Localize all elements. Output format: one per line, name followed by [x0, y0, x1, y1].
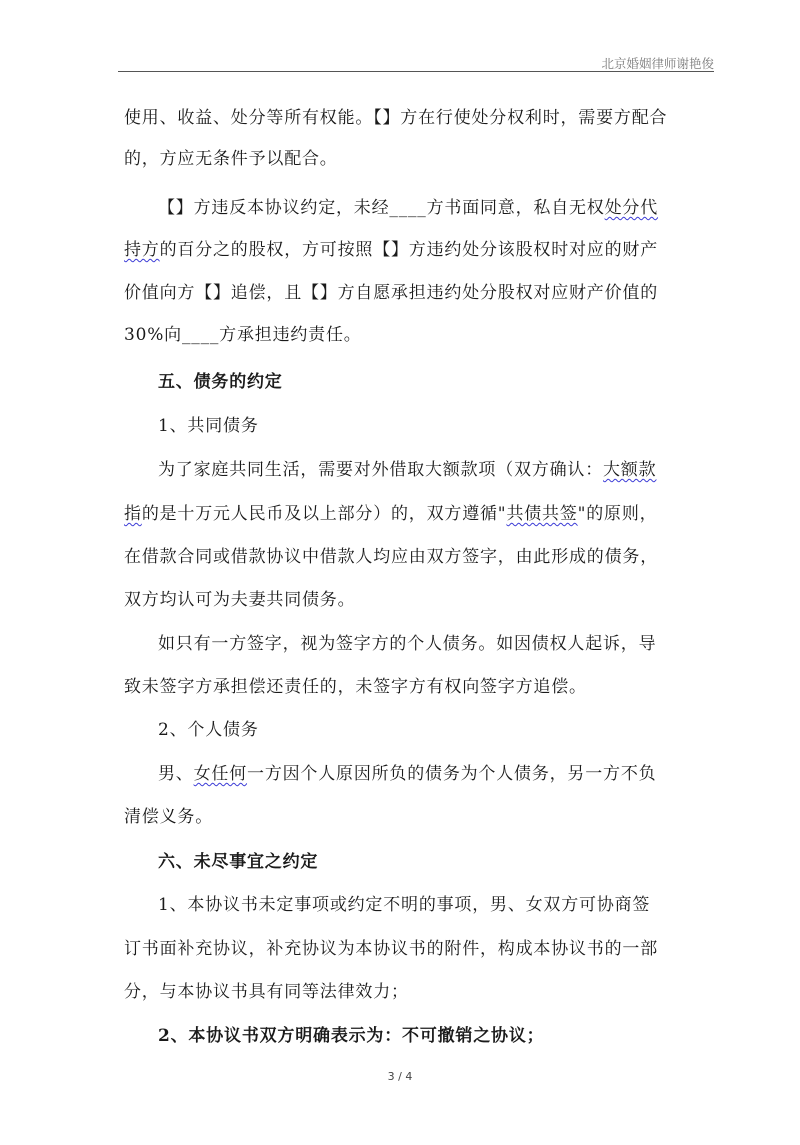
paragraph-line: 为了家庭共同生活，需要对外借取大额款项（双方确认：大额款: [158, 460, 657, 480]
header-divider: [118, 71, 714, 72]
paragraph-line: 使用、收益、处分等所有权能。【】方在行使处分权利时，需要方配合: [124, 108, 668, 128]
section-heading: 五、债务的约定: [158, 372, 283, 392]
spellcheck-underline: 处分代: [604, 198, 659, 218]
paragraph-line: 订书面补充协议，补充协议为本协议书的附件，构成本协议书的一部: [124, 939, 658, 959]
spellcheck-underline: 女任何: [193, 764, 248, 784]
paragraph-line: 1、本协议书未定事项或约定不明的事项，男、女双方可协商签: [158, 895, 651, 915]
paragraph-line: 致未签字方承担偿还责任的，未签字方有权向签字方追偿。: [124, 677, 587, 697]
paragraph-line: 2、本协议书双方明确表示为：不可撤销之协议；: [158, 1026, 545, 1046]
paragraph-line: 在借款合同或借款协议中借款人均应由双方签字，由此形成的债务，: [124, 547, 658, 567]
paragraph-line: 【】方违反本协议约定，未经____方书面同意，私自无权处分代: [158, 198, 659, 218]
spellcheck-underline: 指: [124, 504, 142, 524]
spellcheck-underline: 大额款: [603, 460, 657, 480]
page-number: 3 / 4: [387, 1070, 413, 1083]
paragraph-line: 30%向____方承担违约责任。: [124, 325, 362, 345]
paragraph-line: 的，方应无条件予以配合。: [124, 149, 338, 169]
page-header: 北京婚姻律师谢艳俊: [601, 56, 714, 71]
spellcheck-underline: 共债共签: [506, 504, 578, 524]
paragraph-line: 清偿义务。: [124, 807, 213, 827]
paragraph-line: 指的是十万元人民币及以上部分）的，双方遵循"共债共签"的原则，: [124, 504, 658, 524]
spellcheck-underline: 持方: [124, 240, 160, 260]
paragraph-line: 价值向方【】追偿，且【】方自愿承担违约处分股权对应财产价值的: [124, 283, 658, 303]
section-heading: 六、未尽事宜之约定: [158, 852, 319, 872]
subsection-heading: 2、个人债务: [158, 720, 259, 740]
paragraph-line: 持方的百分之的股权，方可按照【】方违约处分该股权时对应的财产: [124, 240, 659, 260]
subsection-heading: 1、共同债务: [158, 416, 259, 436]
paragraph-line: 如只有一方签字，视为签字方的个人债务。如因债权人起诉，导: [158, 634, 657, 654]
paragraph-line: 男、女任何一方因个人原因所负的债务为个人债务，另一方不负: [158, 764, 657, 784]
paragraph-line: 双方均认可为夫妻共同债务。: [124, 590, 356, 610]
paragraph-line: 分，与本协议书具有同等法律效力；: [124, 982, 409, 1002]
